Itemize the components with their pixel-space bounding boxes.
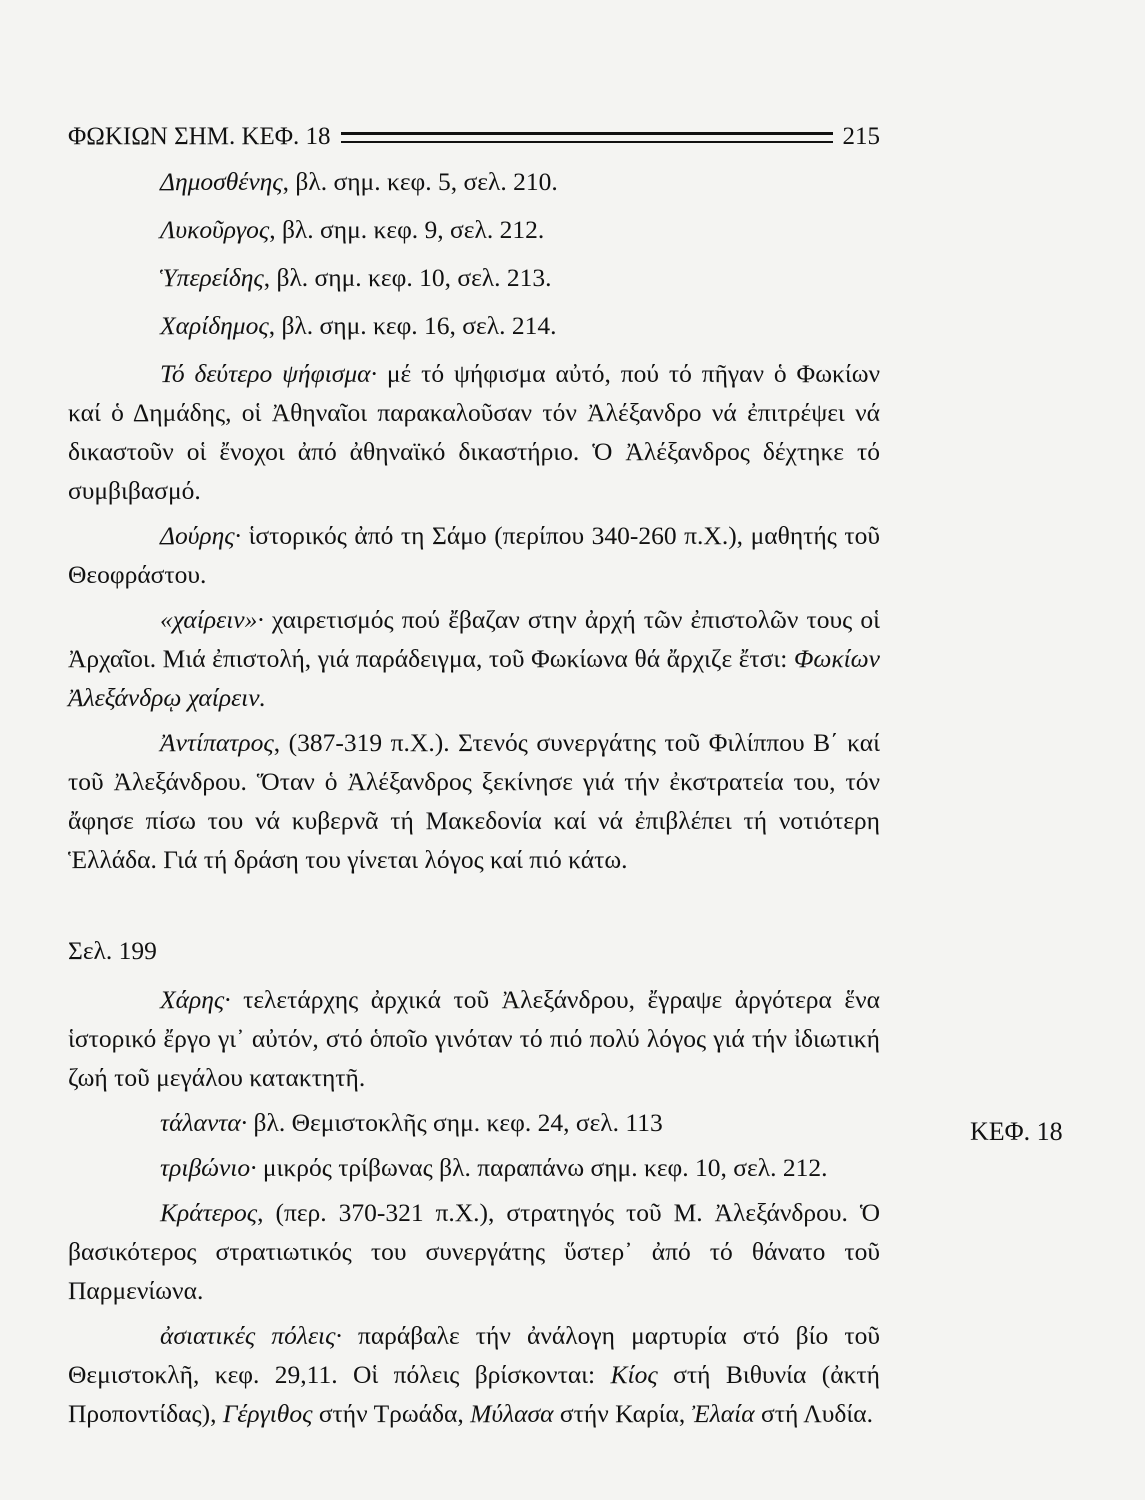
- note-entry-talanta: [68, 1103, 880, 1142]
- note-term: Ὑπερείδης: [160, 263, 264, 292]
- note-text: στή Λυδία.: [754, 1399, 874, 1428]
- note-term: Λυκοῦργος: [160, 215, 270, 244]
- note-text: , (387-319 π.Χ.). Στενός συνεργάτης τοῦ Φιλίππου Β΄ καί τοῦ Ἀλεξάνδρου. Ὅταν ὁ Ἀλέξανδρος ξεκίνησε γιά τήν ἐκστρατεία του, τόν ἄφησε πίσω του νά κυβερνᾶ τή Μακεδονία καί νά ἐπιβλέπει τή νοτιότερη Ἑλλάδα. Γιά τή δράση του γίνεται λόγος καί πιό κάτω.: [68, 728, 880, 874]
- note-entry: [68, 210, 880, 249]
- note-entry-psifisma: [68, 354, 880, 510]
- note-entry-chares: [68, 980, 880, 1097]
- note-text: χαιρετισμός πού ἔβαζαν στην ἀρχή τῶν ἐπιστολῶν τους οἱ Ἀρχαῖοι. Μιά ἐπιστολή, γιά παράδειγμα, τοῦ Φωκίωνα θά ἄρχιζε ἔτσι:: [68, 605, 880, 673]
- note-entry: [68, 258, 880, 297]
- note-term: τριβώνιο·: [160, 1153, 257, 1182]
- note-text: μικρός τρίβωνας βλ. παραπάνω σημ. κεφ. 10, σελ. 212.: [256, 1153, 828, 1182]
- note-term: ἀσιατικές πόλεις·: [160, 1321, 342, 1350]
- page-number: 215: [842, 122, 880, 150]
- note-entry-douris: [68, 516, 880, 594]
- page-body: [68, 118, 880, 1439]
- note-entry-krateros: [68, 1193, 880, 1310]
- note-text: , βλ. σημ. κεφ. 16, σελ. 214.: [268, 311, 557, 340]
- note-text: στή Βιθυνία (ἀκτή Προποντίδας),: [68, 1360, 880, 1428]
- note-entry-antipatros: [68, 723, 880, 879]
- note-term: Δούρης·: [160, 521, 242, 550]
- note-term: Ἀντίπατρος: [160, 728, 274, 757]
- note-term: Κράτερος: [160, 1198, 258, 1227]
- note-term: Δημοσθένης: [160, 167, 283, 196]
- note-text: παράβαλε τήν ἀνάλογη μαρτυρία στό βίο τοῦ Θεμιστοκλῆ, κεφ. 29,11. Οἱ πόλεις βρίσκονται:: [68, 1321, 880, 1389]
- note-text: στήν Καρία,: [553, 1399, 692, 1428]
- note-entry-poleis: [68, 1316, 880, 1433]
- note-text: βλ. Θεμιστοκλῆς σημ. κεφ. 24, σελ. 113: [247, 1108, 663, 1137]
- header-title: ΦΩΚΙΩΝ ΣΗΜ. ΚΕΦ. 18: [68, 122, 331, 150]
- note-text: στήν Τρωάδα,: [312, 1399, 471, 1428]
- note-term: «χαίρειν»·: [160, 605, 264, 634]
- city-name: Κίος: [610, 1360, 658, 1389]
- city-name: Γέργιθος: [222, 1399, 313, 1428]
- note-example: Φωκίων Ἀλεξάνδρῳ χαίρειν.: [68, 644, 880, 712]
- note-text: ἱστορικός ἀπό τη Σάμο (περίπου 340-260 π.Χ.), μαθητής τοῦ Θεοφράστου.: [68, 521, 880, 589]
- note-text: μέ τό ψήφισμα αὐτό, πού τό πῆγαν ὁ Φωκίων καί ὁ Δημάδης, οἱ Ἀθηναῖοι παρακαλοῦσαν τόν Ἀλέξανδρο νά ἐπιτρέψει νά δικαστοῦν οἱ ἔνοχοι ἀπό ἀθηναϊκό δικαστήριο. Ὁ Ἀλέξανδρος δέχτηκε τό συμβιβασμό.: [68, 359, 881, 505]
- note-entry-chairein: [68, 600, 880, 717]
- note-term: Χάρης·: [160, 985, 231, 1014]
- section-heading: Σελ. 199: [68, 936, 157, 965]
- note-term: Τό δεύτερο ψήφισμα·: [160, 359, 377, 388]
- note-entry: [68, 162, 880, 201]
- margin-chapter-note: ΚΕΦ. 18: [970, 1117, 1063, 1146]
- header-double-rule: [341, 132, 833, 143]
- city-name: Μύλασα: [470, 1399, 554, 1428]
- note-text: , βλ. σημ. κεφ. 5, σελ. 210.: [282, 167, 558, 196]
- note-text: , βλ. σημ. κεφ. 9, σελ. 212.: [269, 215, 545, 244]
- note-term: τάλαντα·: [160, 1108, 248, 1137]
- note-term: Χαρίδημος: [160, 311, 269, 340]
- note-text: , βλ. σημ. κεφ. 10, σελ. 213.: [263, 263, 552, 292]
- note-text: τελετάρχης ἀρχικά τοῦ Ἀλεξάνδρου, ἔγραψε ἀργότερα ἕνα ἱστορικό ἔργο γι᾿ αὐτόν, στό ὁποῖο γινόταν τό πιό πολύ λόγος γιά τήν ἰδιωτική ζωή τοῦ μεγάλου κατακτητῆ.: [68, 985, 880, 1092]
- city-name: Ἐλαία: [691, 1399, 755, 1428]
- running-header: [68, 118, 880, 154]
- note-entry-tribonio: [68, 1148, 880, 1187]
- note-entry: [68, 306, 880, 345]
- note-text: , (περ. 370-321 π.Χ.), στρατηγός τοῦ Μ. Ἀλεξάνδρου. Ὁ βασικότερος στρατιωτικός του συνεργάτης ὕστερ᾿ ἀπό τό θάνατο τοῦ Παρμενίωνα.: [68, 1198, 880, 1305]
